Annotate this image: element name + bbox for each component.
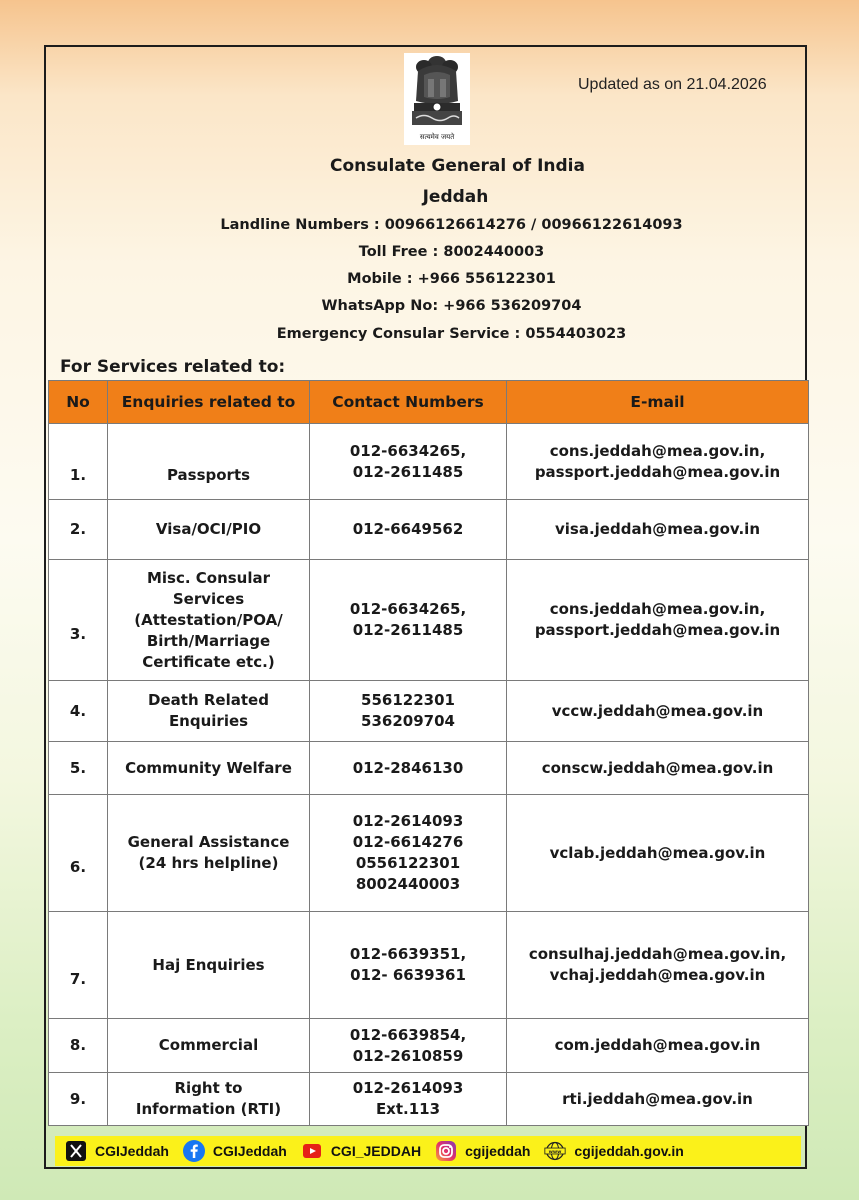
enquiry-cell-line: (24 hrs helpline) — [138, 854, 279, 872]
www-icon[interactable] — [544, 1140, 566, 1162]
table-row — [49, 681, 809, 742]
enquiry-cell-line: Right to — [174, 1079, 243, 1097]
email-cell — [507, 742, 809, 795]
contact-cell-line: 012-2614093 — [352, 812, 464, 830]
table-row — [49, 742, 809, 795]
table-row — [49, 1019, 809, 1073]
email-cell — [507, 681, 809, 742]
toll-free-number: Toll Free : 8002440003 — [358, 244, 545, 260]
email-cell — [507, 424, 809, 500]
enquiry-cell-line: Passports — [166, 466, 251, 484]
social-handle-label[interactable]: CGIJeddah — [212, 1143, 287, 1159]
contact-cell-line: 012-6639854, — [349, 1025, 467, 1044]
enquiry-cell-line: Commercial — [158, 1036, 259, 1054]
table-row — [49, 560, 809, 681]
enquiry-cell — [108, 681, 310, 742]
enquiry-cell-line: Haj Enquiries — [152, 955, 265, 974]
enquiry-cell-line: Information (RTI) — [135, 1100, 282, 1118]
enquiry-cell-line: Community Welfare — [125, 758, 292, 777]
contact-cell-line: 0556122301 — [355, 854, 461, 872]
enquiry-cell-line: Enquiries — [168, 712, 249, 730]
contact-cell-line: 556122301 — [361, 691, 455, 709]
enquiry-cell-line: Misc. Consular — [146, 568, 271, 587]
contact-cell — [310, 500, 507, 560]
email-cell-line: com.jeddah@mea.gov.in — [554, 1036, 761, 1054]
row-number: 5. — [49, 742, 108, 795]
facebook-icon[interactable] — [183, 1140, 205, 1162]
contact-cell-line: 012-2614093 — [352, 1079, 464, 1097]
table-row — [49, 424, 809, 500]
contact-cell-line: 012-6634265, — [349, 600, 467, 618]
table-row — [49, 795, 809, 912]
email-cell-line: cons.jeddah@mea.gov.in, — [549, 600, 766, 618]
email-cell — [507, 912, 809, 1019]
email-cell-line: passport.jeddah@mea.gov.in — [534, 462, 781, 481]
row-number: 8. — [49, 1019, 108, 1073]
enquiry-cell — [108, 795, 310, 912]
social-handle-label[interactable]: cgijeddah — [465, 1143, 531, 1159]
social-handle-label[interactable]: CGIJeddah — [95, 1143, 169, 1159]
email-cell — [507, 500, 809, 560]
email-cell — [507, 795, 809, 912]
x-icon[interactable] — [65, 1140, 87, 1162]
table-row — [49, 1073, 809, 1126]
contact-cell — [310, 1073, 507, 1126]
header-contact: Contact Numbers — [310, 381, 507, 424]
row-number: 7. — [49, 912, 108, 1019]
contact-cell-line: 8002440003 — [355, 875, 461, 893]
enquiry-cell — [108, 742, 310, 795]
svg-text:सत्यमेव जयते: सत्यमेव जयते — [419, 133, 455, 141]
contact-cell-line: 012-6639351, — [349, 945, 467, 963]
consulate-title: Consulate General of India — [330, 156, 585, 176]
enquiry-cell-line: Visa/OCI/PIO — [155, 520, 262, 538]
email-cell-line: vclab.jeddah@mea.gov.in — [549, 843, 766, 862]
enquiry-cell-line: Death Related — [148, 691, 269, 709]
row-number: 9. — [49, 1073, 108, 1126]
consulate-city: Jeddah — [422, 187, 489, 207]
header-enquiry: Enquiries related to — [108, 381, 310, 424]
social-footer — [55, 1136, 801, 1166]
enquiry-cell — [108, 1073, 310, 1126]
contact-cell-line: 536209704 — [361, 712, 455, 730]
table-body — [49, 424, 809, 1126]
contact-cell-line: Ext.113 — [375, 1100, 441, 1118]
enquiry-cell — [108, 1019, 310, 1073]
row-number: 6. — [49, 795, 108, 912]
enquiry-cell — [108, 912, 310, 1019]
contact-cell-line: 012-6614276 — [352, 833, 464, 851]
enquiry-cell-line: Services — [172, 589, 245, 608]
contact-cell-line: 012-2611485 — [352, 621, 464, 639]
enquiry-cell-line: Certificate etc.) — [142, 652, 275, 671]
social-handle-label[interactable]: cgijeddah.gov.in — [574, 1143, 684, 1159]
social-handle-label[interactable]: CGI_JEDDAH — [330, 1143, 422, 1159]
email-cell — [507, 560, 809, 681]
contact-cell — [310, 912, 507, 1019]
national-emblem-icon — [404, 53, 470, 145]
whatsapp-number: WhatsApp No: +966 536209704 — [321, 298, 582, 314]
row-number: 1. — [49, 424, 108, 500]
table-row — [49, 912, 809, 1019]
email-cell-line: consulhaj.jeddah@mea.gov.in, — [528, 945, 787, 963]
mobile-number: Mobile : +966 556122301 — [347, 271, 556, 287]
header-no: No — [49, 381, 108, 424]
contact-cell — [310, 742, 507, 795]
email-cell-line: vccw.jeddah@mea.gov.in — [551, 701, 764, 720]
contact-cell-line: 012-6634265, — [349, 441, 467, 460]
youtube-icon[interactable] — [301, 1140, 323, 1162]
email-cell-line: rti.jeddah@mea.gov.in — [562, 1089, 753, 1108]
contact-cell — [310, 560, 507, 681]
emergency-number: Emergency Consular Service : 0554403023 — [276, 326, 627, 342]
email-cell-line: conscw.jeddah@mea.gov.in — [541, 758, 774, 777]
contact-cell — [310, 795, 507, 912]
contact-cell-line: 012-2846130 — [352, 758, 464, 777]
enquiry-cell-line: (Attestation/POA/ — [134, 610, 283, 629]
svg-text:www: www — [548, 1149, 562, 1155]
row-number: 3. — [49, 560, 108, 681]
contact-cell-line: 012-2610859 — [352, 1046, 464, 1065]
table-row — [49, 500, 809, 560]
contact-cell — [310, 1019, 507, 1073]
email-cell-line: vchaj.jeddah@mea.gov.in — [549, 966, 766, 984]
enquiry-cell — [108, 560, 310, 681]
enquiry-cell — [108, 500, 310, 560]
table-header-row — [49, 381, 809, 424]
section-title: For Services related to: — [60, 357, 286, 377]
row-number: 4. — [49, 681, 108, 742]
instagram-icon[interactable] — [435, 1140, 457, 1162]
row-number: 2. — [49, 500, 108, 560]
email-cell-line: cons.jeddah@mea.gov.in, — [549, 441, 766, 460]
services-table — [48, 380, 809, 1126]
enquiry-cell-line: Birth/Marriage — [146, 631, 271, 650]
contact-cell — [310, 681, 507, 742]
email-cell-line: passport.jeddah@mea.gov.in — [534, 621, 781, 639]
updated-date: Updated as on 21.04.2026 — [578, 76, 767, 93]
email-cell — [507, 1019, 809, 1073]
contact-cell — [310, 424, 507, 500]
enquiry-cell-line: General Assistance — [127, 833, 290, 851]
email-cell — [507, 1073, 809, 1126]
contact-cell-line: 012-2611485 — [352, 462, 464, 481]
landline-numbers: Landline Numbers : 00966126614276 / 00966122614093 — [220, 217, 683, 233]
enquiry-cell — [108, 424, 310, 500]
contact-cell-line: 012- 6639361 — [350, 966, 466, 984]
header-email: E-mail — [507, 381, 809, 424]
contact-cell-line: 012-6649562 — [352, 520, 464, 538]
email-cell-line: visa.jeddah@mea.gov.in — [555, 520, 760, 538]
